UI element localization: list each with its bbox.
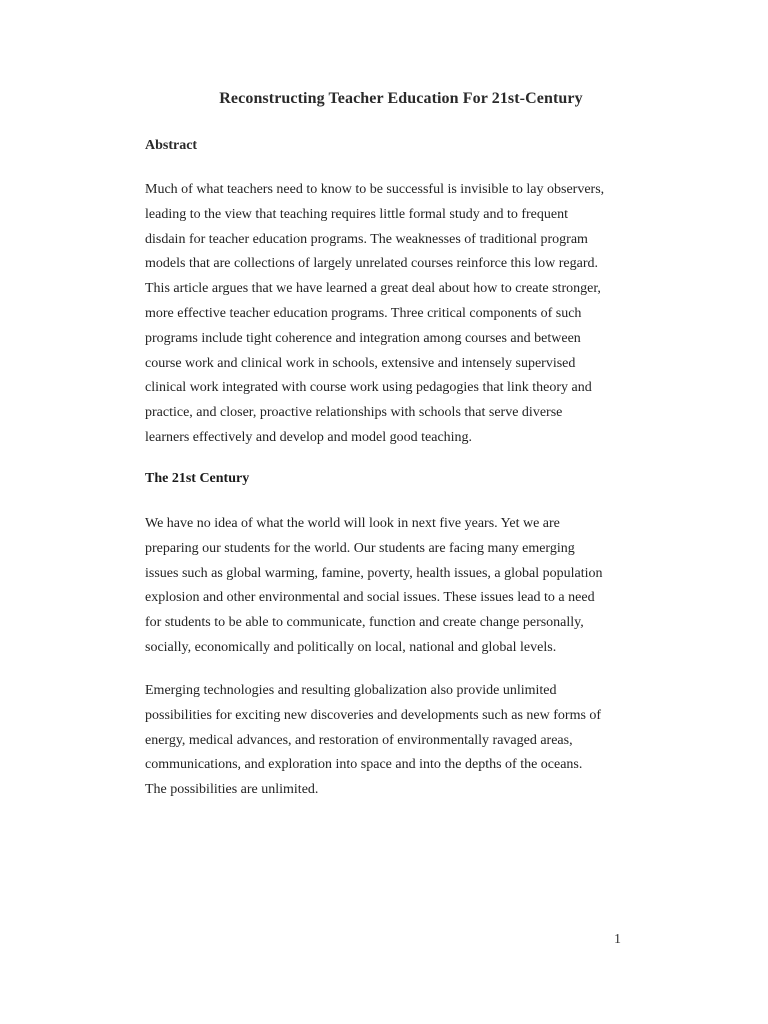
section-paragraph-1 — [145, 512, 635, 661]
abstract-heading: Abstract — [145, 138, 198, 153]
abstract-line: This article argues that we have learned a great deal about how to create stronger, — [145, 281, 601, 297]
abstract-line: clinical work integrated with course work using pedagogies that link theory and — [145, 380, 592, 396]
abstract-line: disdain for teacher education programs. The weaknesses of traditional program — [145, 231, 588, 247]
paragraph-line: socially, economically and politically on local, national and global levels. — [145, 639, 557, 655]
paragraph-line: issues such as global warming, famine, poverty, health issues, a global population — [145, 565, 603, 581]
section-heading: The 21st Century — [145, 471, 250, 486]
document-title: Reconstructing Teacher Education For 21st-Century — [219, 90, 583, 107]
abstract-paragraph — [145, 178, 635, 451]
paragraph-line: The possibilities are unlimited. — [145, 782, 319, 798]
paragraph-line: We have no idea of what the world will look in next five years. Yet we are — [145, 516, 560, 531]
paragraph-line: for students to be able to communicate, function and create change personally, — [145, 615, 584, 631]
abstract-line: models that are collections of largely unrelated courses reinforce this low regard. — [145, 256, 599, 272]
abstract-line: more effective teacher education programs. Three critical components of such — [145, 305, 582, 321]
paragraph-line: possibilities for exciting new discoveries and developments such as new forms of — [145, 707, 602, 723]
paragraph-line: communications, and exploration into space and into the depths of the oceans. — [145, 757, 583, 773]
abstract-line: Much of what teachers need to know to be successful is invisible to lay observers, — [145, 182, 605, 197]
abstract-line: practice, and closer, proactive relationships with schools that serve diverse — [145, 405, 563, 421]
section-paragraph-2 — [145, 679, 635, 803]
abstract-line: course work and clinical work in schools, extensive and intensely supervised — [145, 355, 576, 371]
paragraph-line: preparing our students for the world. Our students are facing many emerging — [145, 540, 575, 556]
page-number: 1 — [614, 932, 621, 947]
paragraph-line: Emerging technologies and resulting globalization also provide unlimited — [145, 683, 557, 698]
abstract-line: learners effectively and develop and model good teaching. — [145, 429, 473, 445]
paragraph-line: energy, medical advances, and restoration of environmentally ravaged areas, — [145, 732, 573, 748]
paragraph-line: explosion and other environmental and social issues. These issues lead to a need — [145, 590, 595, 606]
abstract-line: programs include tight coherence and integration among courses and between — [145, 330, 581, 346]
abstract-line: leading to the view that teaching requires little formal study and to frequent — [145, 206, 568, 222]
